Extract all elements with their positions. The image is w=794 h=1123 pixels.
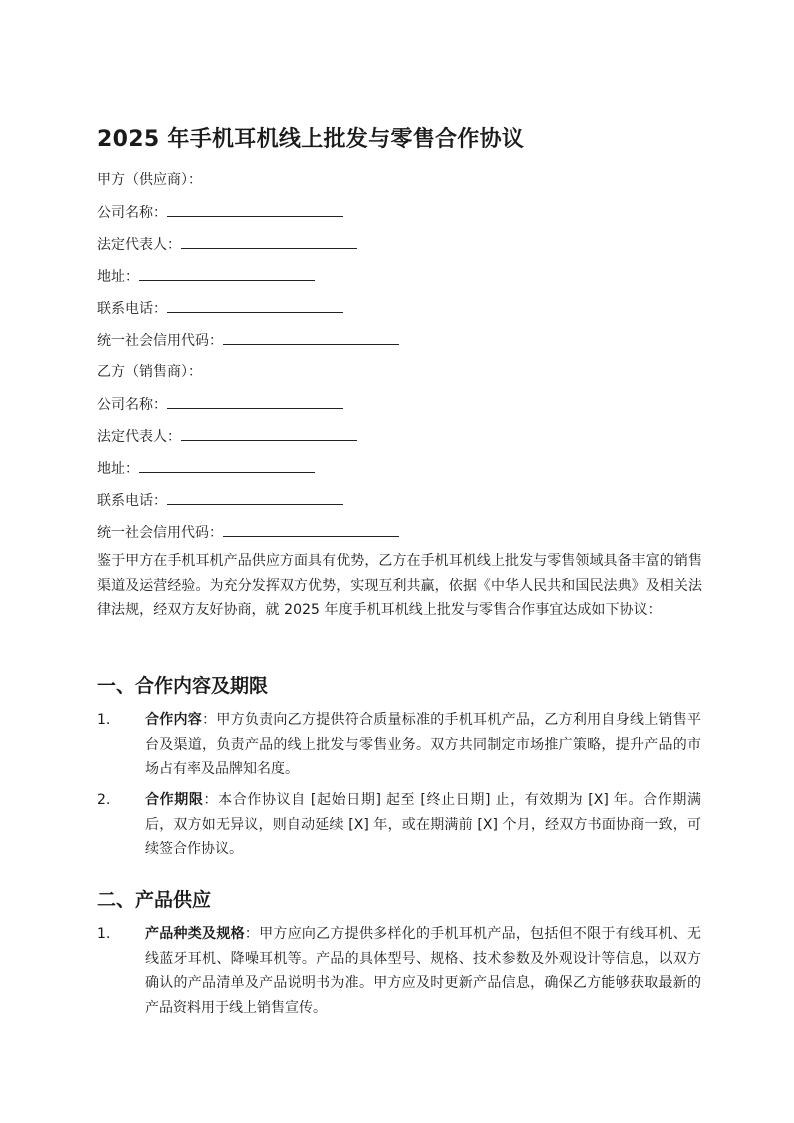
document-title: 2025 年手机耳机线上批发与零售合作协议 <box>97 127 525 152</box>
fill-blank <box>181 234 357 249</box>
party-a-heading: 甲方（供应商）： <box>97 172 202 188</box>
fill-blank <box>139 458 315 473</box>
party-a-phone <box>97 298 343 319</box>
fill-blank <box>167 298 343 313</box>
party-a-address <box>97 266 315 287</box>
fill-blank <box>139 266 315 281</box>
party-b-legal-rep <box>97 426 357 447</box>
party-b-company-name <box>97 394 343 415</box>
party-b-phone <box>97 490 343 511</box>
item-body <box>145 922 701 1020</box>
fill-blank <box>167 202 343 217</box>
section-heading-cooperation: 一、合作内容及期限 <box>97 675 269 697</box>
party-a-legal-rep <box>97 234 357 255</box>
fill-blank <box>223 522 399 537</box>
party-b-credit-code <box>97 522 399 543</box>
field-label: 统一社会信用代码： <box>97 525 223 541</box>
field-label: 地址： <box>97 269 139 285</box>
item-number: 1. <box>97 712 111 728</box>
field-label: 法定代表人： <box>97 237 181 253</box>
item-body <box>145 708 701 782</box>
fill-blank <box>167 394 343 409</box>
item-number: 2. <box>97 792 111 808</box>
field-label: 地址： <box>97 461 139 477</box>
item-text: ：甲方应向乙方提供多样化的手机耳机产品，包括但不限于有线耳机、无线蓝牙耳机、降噪耳机等。产品的具体型号、规格、技术参数及外观设计等信息，以双方确认的产品清单及产品说明书为准。甲方应及时更新产品信息，确保乙方能够获取最新的产品资料用于线上销售宣传。 <box>145 926 701 1016</box>
preamble-paragraph: 鉴于甲方在手机耳机产品供应方面具有优势，乙方在手机耳机线上批发与零售领域具备丰富的销售渠道及运营经验。为充分发挥双方优势，实现互利共赢，依据《中华人民共和国民法典》及相关法律法规，经双方友好协商，就 2025 年度手机耳机线上批发与零售合作事宜达成如下协议： <box>97 553 702 618</box>
field-label: 联系电话： <box>97 301 167 317</box>
item-text: ：甲方负责向乙方提供符合质量标准的手机耳机产品，乙方利用自身线上销售平台及渠道，负责产品的线上批发与零售业务。双方共同制定市场推广策略，提升产品的市场占有率及品牌知名度。 <box>145 712 702 777</box>
field-label: 法定代表人： <box>97 429 181 445</box>
field-label: 公司名称： <box>97 205 167 221</box>
fill-blank <box>181 426 357 441</box>
item-body <box>145 788 701 862</box>
field-label: 统一社会信用代码： <box>97 333 223 349</box>
field-label: 联系电话： <box>97 493 167 509</box>
item-label: 产品种类及规格 <box>145 926 245 942</box>
item-label: 合作期限 <box>145 792 204 808</box>
party-a-company-name <box>97 202 343 223</box>
fill-blank <box>167 490 343 505</box>
party-b-heading: 乙方（销售商）： <box>97 364 202 380</box>
field-label: 公司名称： <box>97 397 167 413</box>
section-heading-product-supply: 二、产品供应 <box>97 889 212 911</box>
fill-blank <box>223 330 399 345</box>
item-label: 合作内容 <box>145 712 203 728</box>
party-a-credit-code <box>97 330 399 351</box>
item-text: ：本合作协议自 [起始日期] 起至 [终止日期] 止，有效期为 [X] 年。合作期满后，双方如无异议，则自动延续 [X] 年，或在期满前 [X] 个月，经双方书面协商一致，可续签合作协议。 <box>145 792 702 857</box>
item-number: 1. <box>97 926 111 942</box>
party-b-address <box>97 458 315 479</box>
